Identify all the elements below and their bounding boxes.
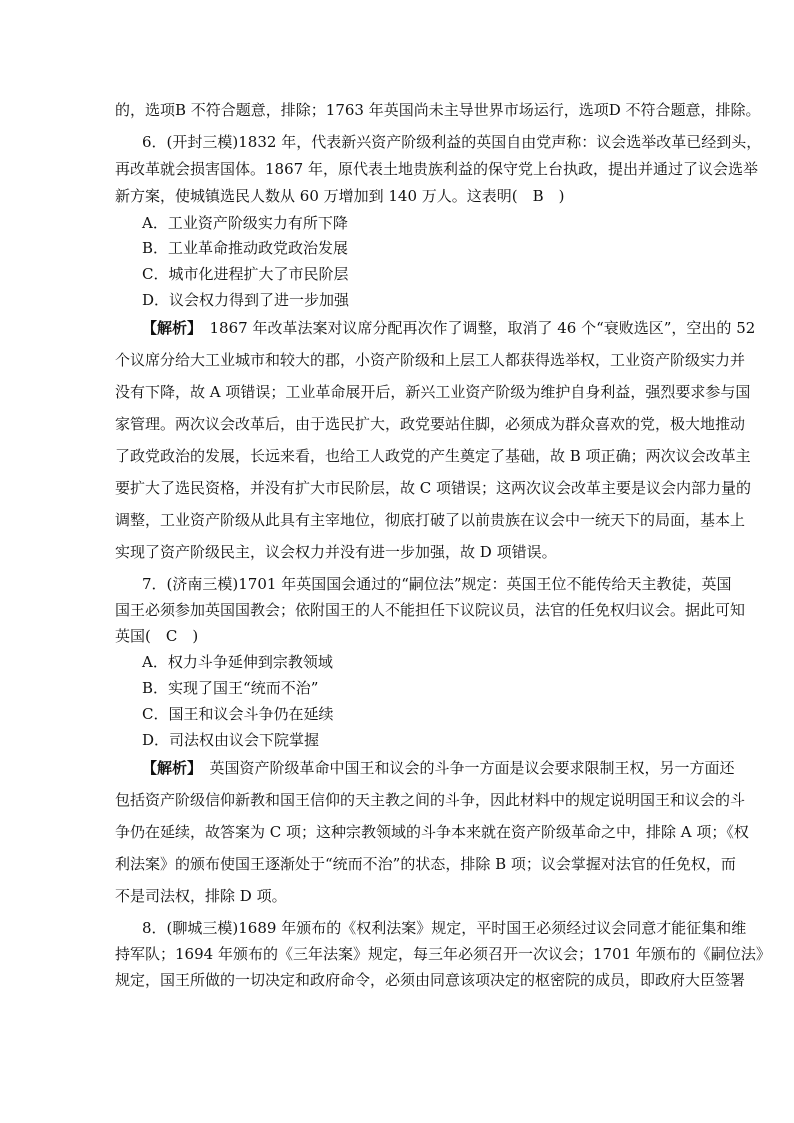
question-6-line-1: 6．(开封三模)1832 年，代表新兴资产阶级利益的英国自由党声称：议会选举改革已经到头， <box>142 133 762 151</box>
analysis-6-line-4: 家管理。两次议会改革后，由于选民扩大，政党要站住脚，必须成为群众喜欢的党，极大地推动 <box>115 415 746 433</box>
analysis-6-line-3: 没有下降，故 A 项错误；工业革命展开后，新兴工业资产阶级为维护自身利益，强烈要求参与国 <box>115 383 751 401</box>
question-6-line-2: 再改革就会损害国体。1867 年，原代表土地贵族利益的保守党上台执政，提出并通过了议会选举 <box>115 160 758 178</box>
analysis-6-line-1 <box>142 316 755 340</box>
question-8-line-3: 规定，国王所做的一切决定和政府命令，必须由同意该项决定的枢密院的成员，即政府大臣签署 <box>115 971 746 989</box>
question-6-line-3: 新方案，使城镇选民人数从 60 万增加到 140 万人。这表明( B ) <box>115 187 565 205</box>
question-7-line-1: 7．(济南三模)1701 年英国国会通过的“嗣位法”规定：英国王位不能传给天主教徒，英国 <box>142 575 732 593</box>
analysis-tag: 【解析】 <box>142 319 195 337</box>
analysis-7-line-4: 利法案》的颁布使国王逐渐处于“统而不治”的状态，排除 B 项；议会掌握对法官的任免权，而 <box>115 855 736 873</box>
analysis-6-line-6: 要扩大了选民资格，并没有扩大市民阶层，故 C 项错误；这两次议会改革主要是议会内部力量的 <box>115 479 752 497</box>
question-6-option-c: C．城市化进程扩大了市民阶层 <box>142 265 349 283</box>
analysis-tag: 【解析】 <box>142 759 195 777</box>
analysis-6-line-8: 实现了资产阶级民主，议会权力并没有进一步加强，故 D 项错误。 <box>115 543 557 561</box>
question-7-option-b: B．实现了国王“统而不治” <box>142 679 319 697</box>
question-7-option-d: D．司法权由议会下院掌握 <box>142 731 320 749</box>
question-8-line-2: 持军队；1694 年颁布的《三年法案》规定，每三年必须召开一次议会；1701 年颁布的《嗣位法》 <box>115 945 771 963</box>
text-line: 的，选项B 不符合题意，排除；1763 年英国尚未主导世界市场运行，选项D 不符合题意，排除。 <box>115 101 761 119</box>
question-6-option-a: A．工业资产阶级实力有所下降 <box>142 214 348 232</box>
analysis-6-line-7: 调整，工业资产阶级从此具有主宰地位，彻底打破了以前贵族在议会中一统天下的局面，基本上 <box>115 511 746 529</box>
analysis-7-line-1 <box>142 756 735 780</box>
question-7-option-c: C．国王和议会斗争仍在延续 <box>142 705 334 723</box>
question-7-option-a: A．权力斗争延伸到宗教领域 <box>142 653 333 671</box>
analysis-7-text: 英国资产阶级革命中国王和议会的斗争一方面是议会要求限制王权，另一方面还 <box>194 759 735 777</box>
question-7-line-3: 英国( C ) <box>115 627 199 645</box>
analysis-6-line-5: 了政党政治的发展，长远来看，也给工人政党的产生奠定了基础，故 B 项正确；两次议会改革主 <box>115 447 751 465</box>
analysis-7-line-2: 包括资产阶级信仰新教和国王信仰的天主教之间的斗争，因此材料中的规定说明国王和议会的斗 <box>115 791 746 809</box>
analysis-6-line-2: 个议席分给大工业城市和较大的郡，小资产阶级和上层工人都获得选举权，工业资产阶级实力并 <box>115 351 746 369</box>
analysis-6-text: 1867 年改革法案对议席分配再次作了调整，取消了 46 个“衰败选区”，空出的 52 <box>194 319 756 337</box>
analysis-7-line-3: 争仍在延续，故答案为 C 项；这种宗教领域的斗争本来就在资产阶级革命之中，排除 A 项；《权 <box>115 823 749 841</box>
question-7-line-2: 国王必须参加英国国教会；依附国王的人不能担任下议院议员，法官的任免权归议会。据此可知 <box>115 601 746 619</box>
question-6-option-b: B．工业革命推动政党政治发展 <box>142 239 349 257</box>
question-8-line-1: 8．(聊城三模)1689 年颁布的《权利法案》规定，平时国王必须经过议会同意才能征集和维 <box>142 919 747 937</box>
question-6-option-d: D．议会权力得到了进一步加强 <box>142 291 350 309</box>
analysis-7-line-5: 不是司法权，排除 D 项。 <box>115 887 287 905</box>
